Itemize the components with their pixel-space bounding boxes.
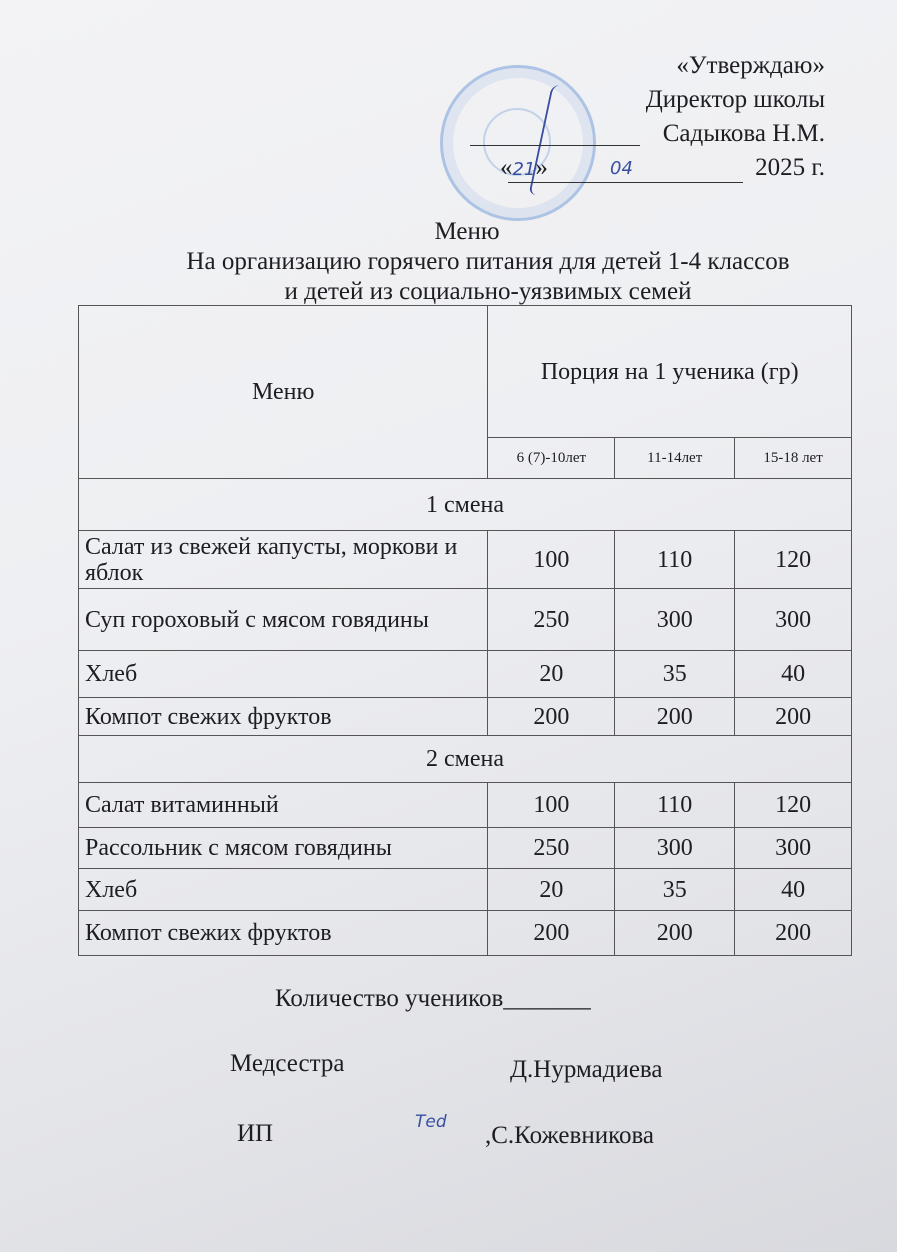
dish-name: Рассольник с мясом говядины bbox=[79, 828, 488, 869]
ip-name: ,С.Кожевникова bbox=[485, 1122, 655, 1149]
date-quote-close: » bbox=[535, 154, 548, 181]
shift-2-header: 2 смена bbox=[79, 736, 852, 783]
dish-name: Компот свежих фруктов bbox=[79, 911, 488, 956]
header-portion: Порция на 1 ученика (гр) bbox=[488, 306, 852, 438]
portion: 200 bbox=[735, 911, 852, 956]
ip-signature bbox=[415, 1112, 447, 1132]
school-stamp bbox=[440, 65, 596, 221]
portion: 250 bbox=[488, 828, 615, 869]
portion: 250 bbox=[488, 589, 615, 651]
portion: 200 bbox=[488, 698, 615, 736]
portion: 300 bbox=[735, 589, 852, 651]
portion: 200 bbox=[488, 911, 615, 956]
portion: 300 bbox=[615, 589, 735, 651]
dish-name: Компот свежих фруктов bbox=[79, 698, 488, 736]
menu-table bbox=[78, 305, 852, 956]
portion: 120 bbox=[735, 783, 852, 828]
portion: 40 bbox=[735, 869, 852, 911]
header-menu: Меню bbox=[79, 306, 488, 479]
students-count-label: Количество учеников_______ bbox=[275, 985, 591, 1012]
age-group: 11-14лет bbox=[615, 438, 735, 479]
dish-name: Хлеб bbox=[79, 869, 488, 911]
shift-1-header: 1 смена bbox=[79, 479, 852, 531]
portion: 200 bbox=[735, 698, 852, 736]
table-row bbox=[79, 531, 852, 589]
portion: 20 bbox=[488, 651, 615, 698]
subtitle-line1: На организацию горячего питания для детей 1-4 классов bbox=[186, 248, 790, 275]
portion: 40 bbox=[735, 651, 852, 698]
ip-role: ИП bbox=[237, 1120, 274, 1147]
portion: 120 bbox=[735, 531, 852, 589]
dish-name: Суп гороховый с мясом говядины bbox=[79, 589, 488, 651]
date-day: 21 bbox=[512, 159, 536, 180]
date-quote-open: « bbox=[500, 154, 513, 181]
table-row bbox=[79, 698, 852, 736]
age-group: 15-18 лет bbox=[735, 438, 852, 479]
date-month: 04 bbox=[610, 158, 633, 179]
portion: 20 bbox=[488, 869, 615, 911]
portion: 35 bbox=[615, 651, 735, 698]
portion: 200 bbox=[615, 698, 735, 736]
signature-text: Tеd bbox=[415, 1112, 447, 1132]
nurse-name: Д.Нурмадиева bbox=[510, 1056, 663, 1083]
portion: 100 bbox=[488, 783, 615, 828]
portion: 100 bbox=[488, 531, 615, 589]
dish-name: Хлеб bbox=[79, 651, 488, 698]
ip-name-text: С.Кожевникова bbox=[491, 1122, 655, 1149]
portion: 110 bbox=[615, 531, 735, 589]
approval-title: «Утверждаю» bbox=[676, 52, 825, 79]
table-row bbox=[79, 911, 852, 956]
table-row bbox=[79, 589, 852, 651]
dish-name: Салат витаминный bbox=[79, 783, 488, 828]
dish-name: Салат из свежей капусты, моркови и яблок bbox=[79, 531, 488, 589]
portion: 35 bbox=[615, 869, 735, 911]
portion: 110 bbox=[615, 783, 735, 828]
portion: 300 bbox=[615, 828, 735, 869]
subtitle-line2: и детей из социально-уязвимых семей bbox=[284, 278, 692, 305]
age-group: 6 (7)-10лет bbox=[488, 438, 615, 479]
table-row bbox=[79, 783, 852, 828]
approval-name: Садыкова Н.М. bbox=[662, 120, 825, 147]
approval-date bbox=[500, 154, 548, 182]
portion: 200 bbox=[615, 911, 735, 956]
date-year: 2025 г. bbox=[755, 154, 825, 181]
page-title: Меню bbox=[434, 218, 500, 245]
table-row bbox=[79, 651, 852, 698]
table-row bbox=[79, 869, 852, 911]
nurse-role: Медсестра bbox=[230, 1050, 345, 1077]
portion: 300 bbox=[735, 828, 852, 869]
approval-position: Директор школы bbox=[645, 86, 825, 113]
table-row bbox=[79, 828, 852, 869]
